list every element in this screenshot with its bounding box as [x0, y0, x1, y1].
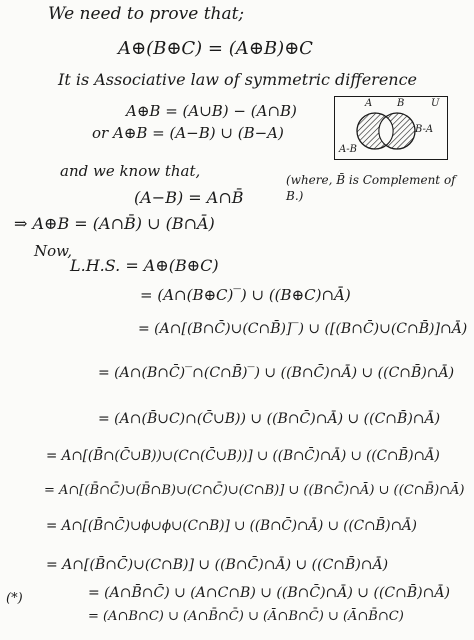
proof-step-4: = (A∩(B̄∪C)∩(C̄∪B)) ∪ ((B∩C̄)∩Ā) ∪ ((C∩B̄)∩Ā) [98, 411, 441, 427]
definition-2: or A⊕B = (A−B) ∪ (B−A) [92, 124, 284, 142]
proof-step-8: = A∩[(B̄∩C̄)∪(C∩B)] ∪ ((B∩C̄)∩Ā) ∪ ((C∩B̄)∩Ā) [46, 557, 389, 573]
goal-equation: A⊕(B⊕C) = (A⊕B)⊕C [118, 38, 313, 59]
venn-label-a-minus-b: A-B [339, 144, 357, 155]
star-marker: (*) [6, 591, 23, 606]
known-text: and we know that, [60, 162, 201, 180]
symmetric-difference-identity: ⇒ A⊕B = (A∩B̄) ∪ (B∩Ā) [14, 214, 215, 233]
definition-1: A⊕B = (A∪B) − (A∩B) [126, 102, 297, 120]
proof-step-2: = (A∩[(B∩C̄)∪(C∩B̄)]‾) ∪ ([(B∩C̄)∪(C∩B̄)]∩Ā) [138, 321, 468, 337]
intro-text: We need to prove that; [48, 4, 245, 24]
proof-step-1: = (A∩(B⊕C)‾) ∪ ((B⊕C)∩Ā) [140, 286, 351, 304]
proof-step-6: = A∩[(B̄∩C̄)∪(B̄∩B)∪(C∩C̄)∪(C∩B)] ∪ ((B∩C̄)∩Ā) ∪ ((C∩B̄)∩Ā) [44, 483, 465, 498]
venn-label-u: U [431, 98, 440, 109]
lhs-start: L.H.S. = A⊕(B⊕C) [70, 256, 219, 275]
proof-step-7: = A∩[(B̄∩C̄)∪ϕ∪ϕ∪(C∩B)] ∪ ((B∩C̄)∩Ā) ∪ ((C∩B̄)∩Ā) [46, 518, 417, 534]
venn-diagram [334, 96, 448, 160]
difference-identity: (A−B) = A∩B̄ [134, 188, 244, 207]
associative-law-text: It is Associative law of symmetric difference [58, 70, 418, 89]
complement-note: (where, B̄ is Complement of B.) [286, 173, 456, 204]
venn-label-a: A [365, 98, 373, 109]
proof-step-9: = (A∩B̄∩C̄) ∪ (A∩C∩B) ∪ ((B∩C̄)∩Ā) ∪ ((C∩B̄)∩Ā) [88, 585, 450, 601]
proof-step-5: = A∩[(B̄∩(C̄∪B))∪(C∩(C̄∪B))] ∪ ((B∩C̄)∩Ā) ∪ ((C∩B̄)∩Ā) [46, 448, 440, 464]
now-text: Now, [34, 242, 72, 260]
proof-step-10: = (A∩B∩C) ∪ (A∩B̄∩C̄) ∪ (Ā∩B∩C̄) ∪ (Ā∩B̄∩C) [88, 609, 404, 624]
venn-label-b-minus-a: B-A [415, 124, 434, 135]
proof-step-3: = (A∩(B∩C̄)‾∩(C∩B̄)‾) ∪ ((B∩C̄)∩Ā) ∪ ((C∩B̄)∩Ā) [98, 365, 455, 381]
venn-label-b: B [397, 98, 405, 109]
